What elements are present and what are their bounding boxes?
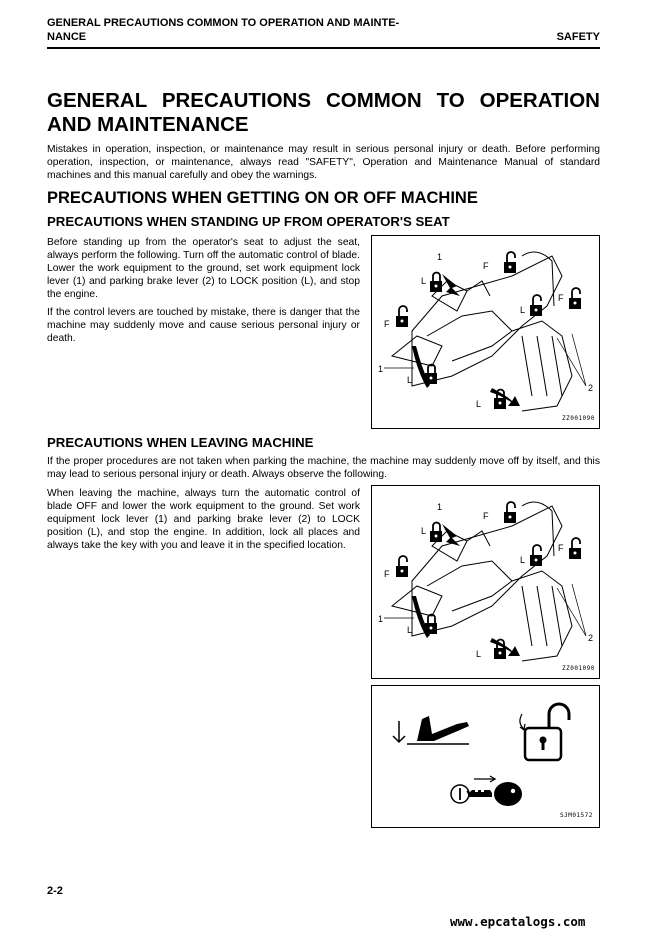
parking-icons-illustration [372,686,599,827]
label-free: F [384,319,390,329]
figure-code: SJM01572 [560,812,593,819]
label-lever-1: 1 [437,502,443,512]
subsection-heading-leaving: PRECAUTIONS WHEN LEAVING MACHINE [47,435,314,450]
leaving-paragraph-1: If the proper procedures are not taken when parking the machine, the machine may suddenly move off by itself, and this may lead to serious personal injury or death. Always observe the following. [47,456,600,480]
padlock-icon [569,288,581,309]
label-lock: L [421,526,427,536]
label-free: F [558,293,564,303]
running-header-line2: NANCE [47,30,87,43]
key-icon [451,776,522,806]
label-lever-1: 1 [437,252,443,262]
padlock-icon [569,538,581,559]
running-header-title [47,17,427,44]
label-lever-2: 2 [588,633,594,643]
website-watermark: www.epcatalogs.com [450,914,586,929]
padlock-icon [425,365,437,385]
leaving-paragraph-2: When leaving the machine, always turn the automatic control of blade OFF and lower the work equipment to the ground. Set work equipment lock lever (1) and parking brake lever (2) to LOCK position (L), and stop the engine. In addition, lock all places and always take the key with you and leave it in the specified location. [47,488,360,551]
padlock-icon [530,545,542,566]
running-header-section: SAFETY [556,31,600,43]
padlock-icon [530,295,542,316]
label-lock: L [520,305,526,315]
subsection-heading-standing-up: PRECAUTIONS WHEN STANDING UP FROM OPERATOR'S SEAT [47,214,450,229]
padlock-icon [430,523,442,543]
padlock-icon [430,273,442,293]
label-lock: L [407,375,413,385]
figure-lock-levers-1 [371,235,600,429]
section-heading: PRECAUTIONS WHEN GETTING ON OR OFF MACHINE [47,189,478,207]
padlock-icon [504,502,516,523]
open-padlock-icon [520,704,569,760]
figure-lock-levers-2 [371,485,600,679]
label-lock: L [520,555,526,565]
padlock-icon [396,306,408,327]
figure-code: ZZ001090 [562,415,595,422]
standing-up-paragraph-2: If the control levers are touched by mistake, there is danger that the machine may suddenly move and cause serious personal injury or death. [47,307,360,344]
padlock-icon [504,252,516,273]
running-header-line1: GENERAL PRECAUTIONS COMMON TO OPERATION AND MAINTE- [47,17,400,29]
page-title: GENERAL PRECAUTIONS COMMON TO OPERATION AND MAINTENANCE [47,89,600,136]
brake-lever-icon [393,716,469,744]
label-lock: L [476,399,482,409]
label-lock: L [476,649,482,659]
lever-illustration [372,486,599,678]
label-lock: L [421,276,427,286]
label-lever-2: 2 [588,383,594,393]
padlock-icon [425,615,437,635]
header-rule [47,47,600,49]
label-free: F [384,569,390,579]
figure-code: ZZ001090 [562,665,595,672]
figure-parking-icons [371,685,600,828]
label-lock: L [407,625,413,635]
label-lever-1: 1 [378,364,384,374]
standing-up-paragraph-1: Before standing up from the operator's seat to adjust the seat, always perform the following. Turn off the automatic control of blade. Lower the work equipment to the ground, set work equipment lock lever (1) and parking brake lever (2) to LOCK position (L), and stop the engine. [47,237,360,300]
label-free: F [558,543,564,553]
label-free: F [483,511,489,521]
label-lever-1: 1 [378,614,384,624]
padlock-icon [396,556,408,577]
page-number: 2-2 [47,885,63,897]
lever-illustration [372,236,599,428]
intro-paragraph: Mistakes in operation, inspection, or maintenance may result in serious personal injury or death. Before performing operation, inspection, or maintenance, always read "SAFETY", Operation and Maintenance Manual of standard machines and this manual carefully and obey the warnings. [47,144,600,181]
label-free: F [483,261,489,271]
